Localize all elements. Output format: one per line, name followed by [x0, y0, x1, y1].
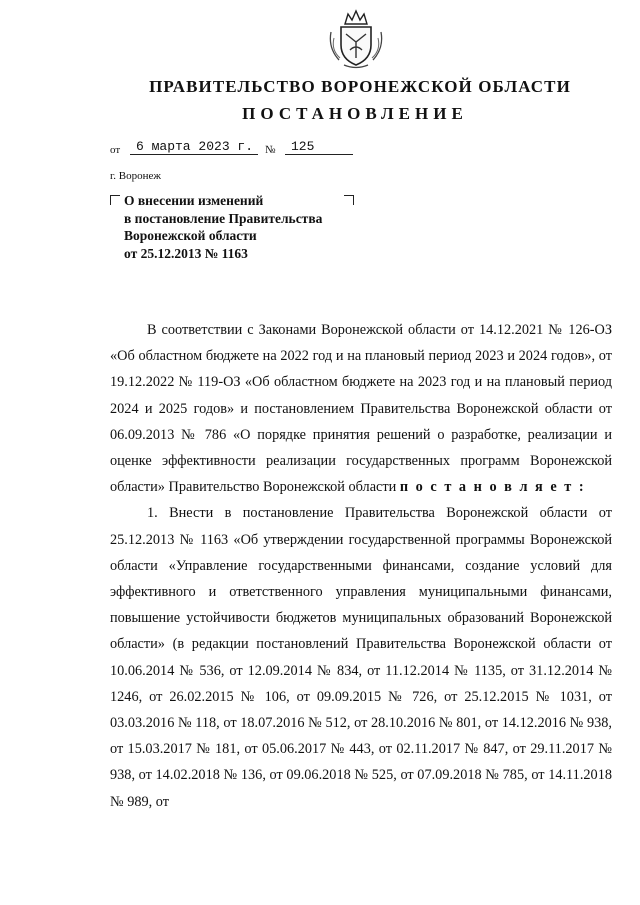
date-value: 6 марта 2023 г. — [130, 139, 258, 155]
decree-word: п о с т а н о в л я е т : — [399, 479, 586, 496]
document-type-title: ПОСТАНОВЛЕНИЕ — [242, 104, 468, 123]
preamble-text: В соответствии с Законами Воронежской области от 14.12.2021 № 126-ОЗ «Об областном бюджете на 2022 год и на плановый период 2023 и 2024 годов», от 19.12.2022 № 119-ОЗ «Об областном бюджете на 2023 год и на плановый период 2024 и 2025 годов» и постановлением Правительства Воронежской области от 06.09.2013 № 786 «О порядке принятия решений о разработке, реализации и оценке эффективности реализации государственных программ Воронежской области» Правительство Воронежской области — [110, 322, 612, 496]
preamble-paragraph — [110, 317, 612, 500]
subject-line: Воронежской области — [124, 228, 257, 243]
subject-line: в постановление Правительства — [124, 210, 323, 226]
date-number-line — [110, 138, 370, 158]
subject-line: от 25.12.2013 № 1163 — [124, 245, 248, 261]
subject-bracket-left — [110, 195, 120, 205]
government-title: ПРАВИТЕЛЬСТВО ВОРОНЕЖСКОЙ ОБЛАСТИ — [149, 77, 571, 96]
document-body — [110, 317, 612, 815]
item-1-paragraph: 1. Внести в постановление Правительства Воронежской области от 25.12.2013 № 1163 «Об утверждении государственной программы Воронежской области «Управление государственными финансами, создание условий для эффективного и ответственного управления муниципальными финансами, повышение устойчивости бюджетов муниципальных образований Воронежской области» (в редакции постановлений Правительства Воронежской области от 10.06.2014 № 536, от 12.09.2014 № 834, от 11.12.2014 № 1135, от 31.12.2014 № 1246, от 26.02.2015 № 106, от 09.09.2015 № 726, от 25.12.2015 № 1031, от 03.03.2016 № 118, от 18.07.2016 № 512, от 28.10.2016 № 801, от 14.12.2016 № 938, от 15.03.2017 № 181, от 05.06.2017 № 443, от 02.11.2017 № 847, от 29.11.2017 № 938, от 14.02.2018 № 136, от 09.06.2018 № 525, от 07.09.2018 № 785, от 14.11.2018 № 989, от — [110, 505, 612, 810]
number-value: 125 — [285, 139, 353, 155]
city: г. Воронеж — [110, 170, 161, 182]
date-prefix: от — [110, 144, 121, 156]
document-subject — [124, 192, 322, 262]
number-prefix: № — [265, 144, 276, 156]
coat-of-arms-emblem-icon — [326, 8, 386, 70]
subject-bracket-right — [344, 195, 354, 205]
subject-line: О внесении изменений — [124, 193, 264, 208]
